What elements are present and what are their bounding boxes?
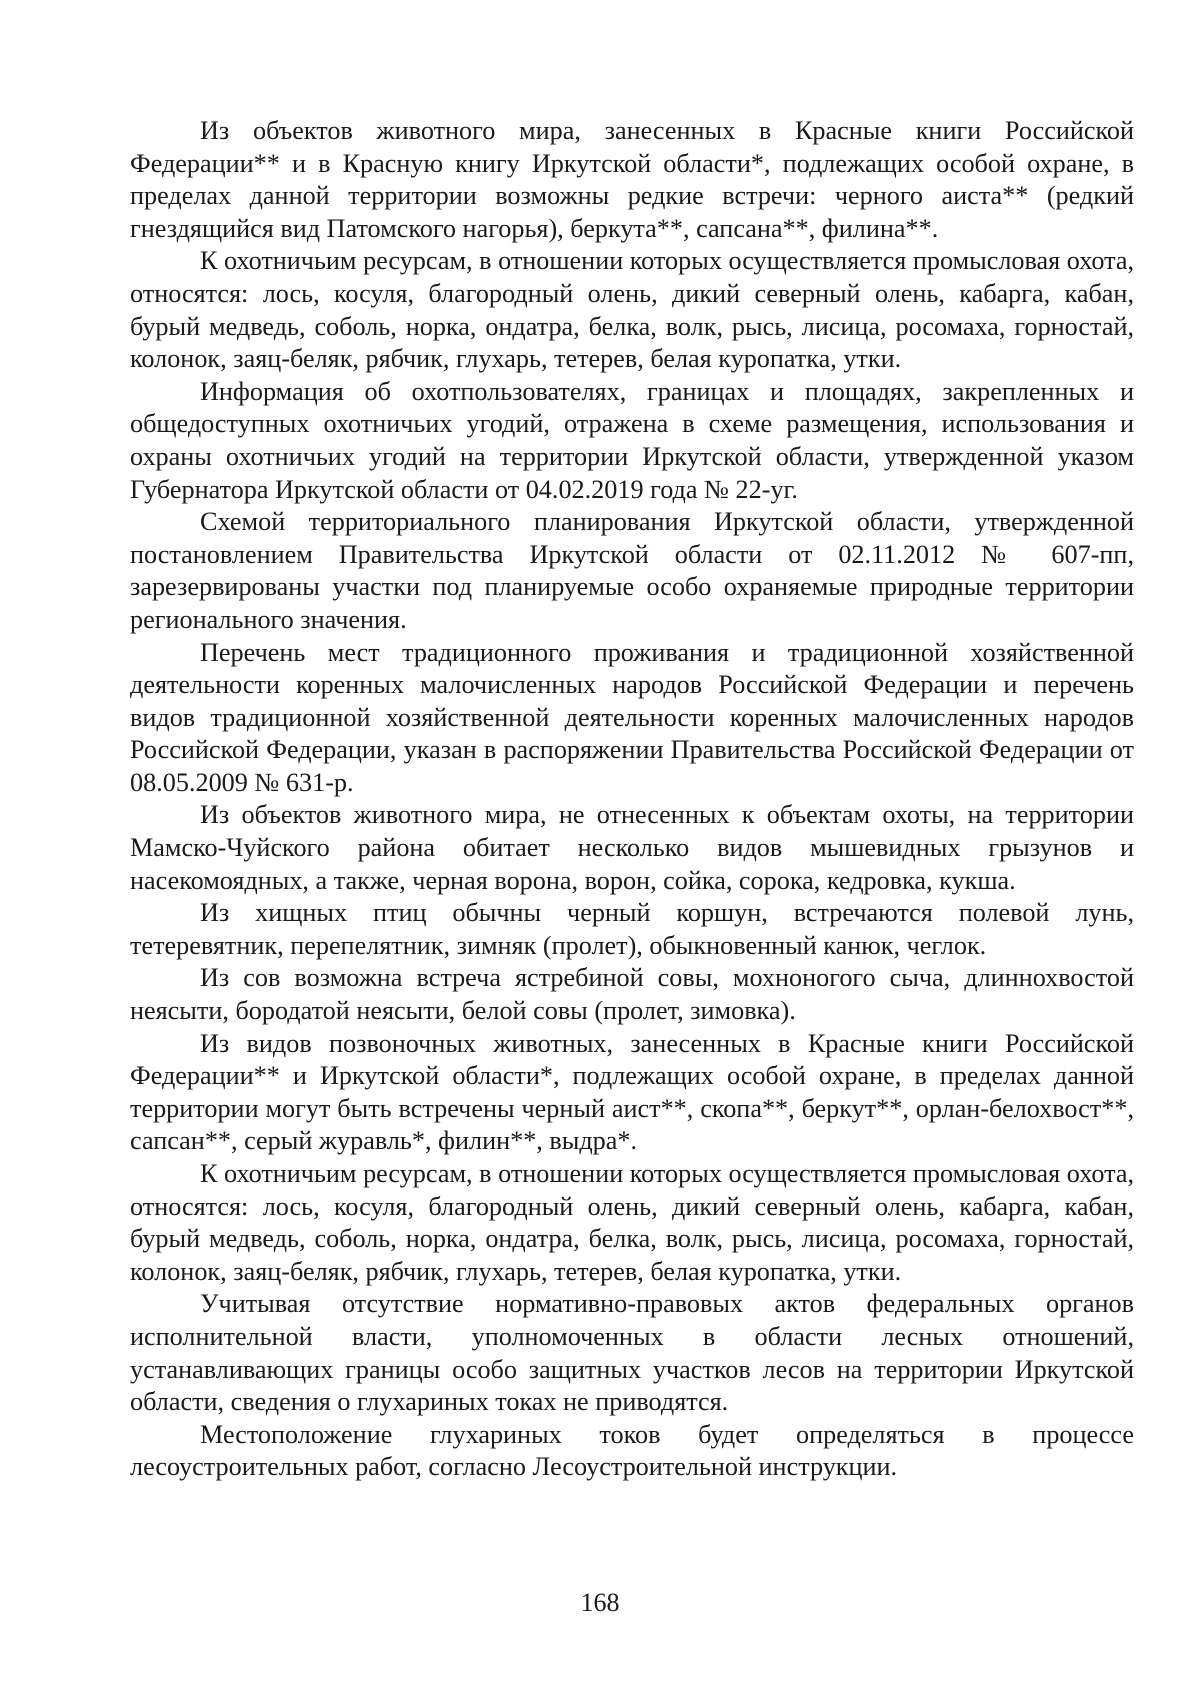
paragraph-capercaillie-leks: Местоположение глухариных токов будет определяться в процессе лесоустроительных работ, согласно Лесоустроительной инструкции. [130, 1419, 1134, 1482]
paragraph-hunting-resources: К охотничьим ресурсам, в отношении которых осуществляется промысловая охота, относятся: лось, косуля, благородный олень, дикий северный олень, кабарга, кабан, бурый медведь, соболь, норка, ондатра, белка, волк, рысь, лисица, росомаха, горностай, колонок, заяц-беляк, рябчик, глухарь, тетерев, белая куропатка, утки. [130, 246, 1134, 374]
paragraph-red-book-birds: Из объектов животного мира, занесенных в Красные книги Российской Федерации** и в Красную книгу Иркутской области*, подлежащих особой охране, в пределах данной территории возможны редкие встречи: черного аиста** (редкий гнездящийся вид Патомского нагорья), беркута**, сапсана**, филина**. [130, 116, 1134, 243]
paragraph-birds-of-prey: Из хищных птиц обычны черный коршун, встречаются полевой лунь, тетеревятник, перепелятник, зимняк (пролет), обыкновенный канюк, чеглок. [130, 898, 1134, 960]
page-number: 168 [580, 1588, 620, 1617]
paragraph-non-game-animals: Из объектов животного мира, не отнесенных к объектам охоты, на территории Мамско-Чуйского района обитает несколько видов мышевидных грызунов и насекомоядных, а также, черная ворона, ворон, сойка, сорока, кедровка, кукша. [130, 800, 1134, 895]
paragraph-protective-forest-areas: Учитывая отсутствие нормативно-правовых актов федеральных органов исполнительной власти, уполномоченных в области лесных отношений, устанавливающих границы особо защитных участков лесов на территории Иркутской области, сведения о глухариных токах не приводятся. [130, 1289, 1134, 1417]
paragraph-hunting-resources-repeat: К охотничьим ресурсам, в отношении которых осуществляется промысловая охота, относятся: лось, косуля, благородный олень, дикий северный олень, кабарга, кабан, бурый медведь, соболь, норка, ондатра, белка, волк, рысь, лисица, росомаха, горностай, колонок, заяц-беляк, рябчик, глухарь, тетерев, белая куропатка, утки. [130, 1159, 1134, 1286]
paragraph-indigenous-peoples: Перечень мест традиционного проживания и традиционной хозяйственной деятельности коренных малочисленных народов Российской Федерации и перечень видов традиционной хозяйственной деятельности коренных малочисленных народов Российской Федерации, указан в распоряжении Правительства Российской Федерации от 08.05.2009 № 631-р. [130, 637, 1134, 797]
paragraph-red-book-vertebrates: Из видов позвоночных животных, занесенных в Красные книги Российской Федерации** и Иркутской области*, подлежащих особой охране, в пределах данной территории могут быть встречены черный аист**, скопа**, беркут**, орлан-белохвост**, сапсан**, серый журавль*, филин**, выдра*. [130, 1028, 1134, 1156]
paragraph-owls: Из сов возможна встреча ястребиной совы, мохноногого сыча, длиннохвостой неясыти, бородатой неясыти, белой совы (пролет, зимовка). [130, 963, 1134, 1026]
paragraph-hunting-users-info: Информация об охотпользователях, границах и площадях, закрепленных и общедоступных охотничьих угодий, отражена в схеме размещения, использования и охраны охотничьих угодий на территории Иркутской области, утвержденной указом Губернатора Иркутской области от 04.02.2019 года № 22-уг. [130, 376, 1134, 504]
paragraph-territorial-planning: Схемой территориального планирования Иркутской области, утвержденной постановлением Правительства Иркутской области от 02.11.2012 № 607-пп, зарезервированы участки под планируемые особо охраняемые природные территории регионального значения. [130, 507, 1134, 634]
document-body [130, 115, 1134, 1484]
